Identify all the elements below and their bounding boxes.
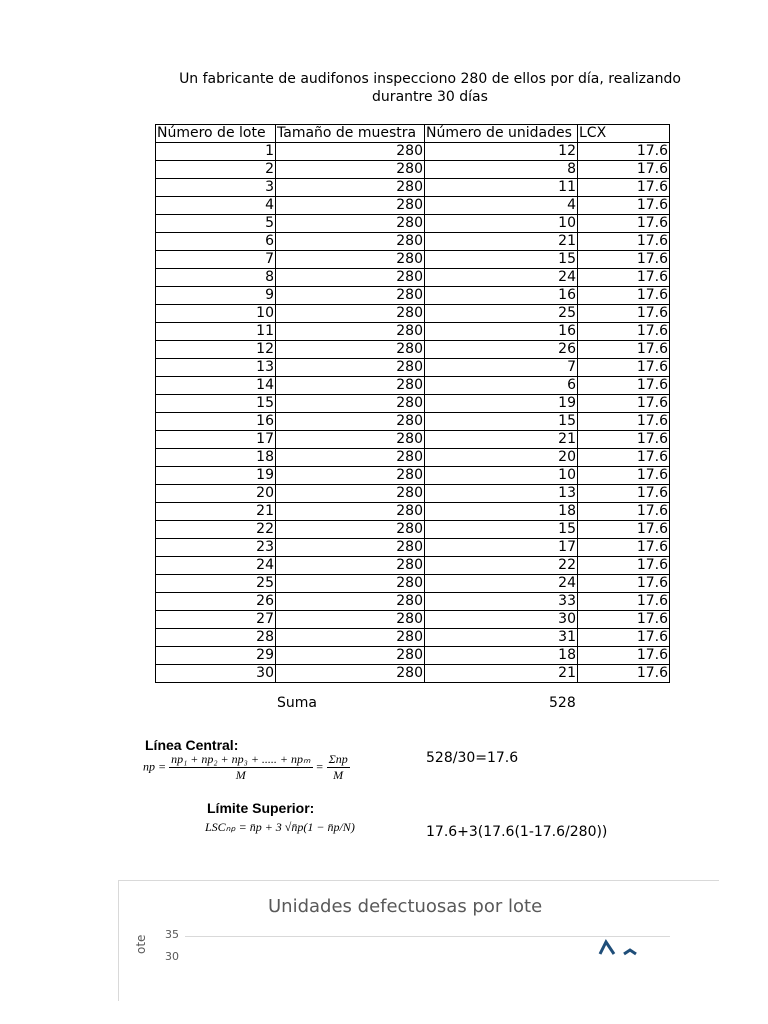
cell-lcx: 17.6	[578, 215, 670, 233]
table-row	[156, 485, 670, 503]
table-row	[156, 611, 670, 629]
cell-lote: 8	[156, 269, 276, 287]
cell-unidades: 16	[425, 287, 578, 305]
cell-lote: 24	[156, 557, 276, 575]
inspection-table	[155, 124, 670, 683]
cell-unidades: 31	[425, 629, 578, 647]
upper-calculation: 17.6+3(17.6(1-17.6/280))	[426, 824, 608, 840]
cell-unidades: 16	[425, 323, 578, 341]
y-tick-35: 35	[165, 928, 179, 941]
upper-root: √n̄p(1 − n̄p/N)	[284, 820, 355, 834]
series-line-fragment	[600, 942, 636, 954]
cell-lote: 3	[156, 179, 276, 197]
cell-lote: 5	[156, 215, 276, 233]
cell-muestra: 280	[276, 647, 425, 665]
chart-y-axis-label: ote	[134, 934, 148, 954]
cell-muestra: 280	[276, 233, 425, 251]
cell-lcx: 17.6	[578, 395, 670, 413]
cell-lcx: 17.6	[578, 413, 670, 431]
cell-muestra: 280	[276, 431, 425, 449]
header-unidades: Número de unidades	[425, 125, 578, 143]
central-line-formula	[143, 752, 350, 783]
chart-series-fragment	[590, 936, 650, 958]
cell-lote: 28	[156, 629, 276, 647]
cell-unidades: 21	[425, 665, 578, 683]
table-row	[156, 575, 670, 593]
table-row	[156, 413, 670, 431]
cell-lote: 19	[156, 467, 276, 485]
cell-lote: 13	[156, 359, 276, 377]
cell-unidades: 22	[425, 557, 578, 575]
cell-lcx: 17.6	[578, 449, 670, 467]
central-denominator-2: M	[333, 768, 344, 782]
cell-lcx: 17.6	[578, 287, 670, 305]
cell-lote: 16	[156, 413, 276, 431]
table-row	[156, 341, 670, 359]
cell-lcx: 17.6	[578, 467, 670, 485]
table-row	[156, 197, 670, 215]
cell-lcx: 17.6	[578, 593, 670, 611]
cell-muestra: 280	[276, 197, 425, 215]
cell-lcx: 17.6	[578, 143, 670, 161]
cell-muestra: 280	[276, 449, 425, 467]
cell-lcx: 17.6	[578, 557, 670, 575]
chart-title: Unidades defectuosas por lote	[268, 896, 543, 917]
table-row	[156, 215, 670, 233]
cell-unidades: 15	[425, 521, 578, 539]
cell-lote: 22	[156, 521, 276, 539]
cell-lcx: 17.6	[578, 233, 670, 251]
cell-lote: 15	[156, 395, 276, 413]
table-row	[156, 395, 670, 413]
cell-unidades: 26	[425, 341, 578, 359]
cell-muestra: 280	[276, 611, 425, 629]
header-lcx: LCX	[578, 125, 670, 143]
cell-lote: 23	[156, 539, 276, 557]
cell-muestra: 280	[276, 377, 425, 395]
cell-lcx: 17.6	[578, 431, 670, 449]
cell-lote: 18	[156, 449, 276, 467]
cell-muestra: 280	[276, 521, 425, 539]
cell-unidades: 4	[425, 197, 578, 215]
cell-unidades: 15	[425, 251, 578, 269]
table-row	[156, 449, 670, 467]
cell-lote: 10	[156, 305, 276, 323]
cell-muestra: 280	[276, 359, 425, 377]
cell-unidades: 24	[425, 269, 578, 287]
y-tick-30: 30	[165, 950, 179, 963]
table-row	[156, 665, 670, 683]
problem-line-2: durantre 30 días	[372, 89, 488, 105]
cell-muestra: 280	[276, 593, 425, 611]
cell-unidades: 15	[425, 413, 578, 431]
cell-lote: 2	[156, 161, 276, 179]
cell-lote: 27	[156, 611, 276, 629]
table-row	[156, 557, 670, 575]
cell-lcx: 17.6	[578, 647, 670, 665]
cell-lcx: 17.6	[578, 305, 670, 323]
cell-lote: 25	[156, 575, 276, 593]
cell-lote: 11	[156, 323, 276, 341]
cell-lcx: 17.6	[578, 161, 670, 179]
cell-muestra: 280	[276, 539, 425, 557]
central-denominator: M	[235, 768, 246, 782]
cell-unidades: 20	[425, 449, 578, 467]
cell-lote: 14	[156, 377, 276, 395]
central-equals: =	[315, 759, 324, 774]
cell-unidades: 13	[425, 485, 578, 503]
cell-lcx: 17.6	[578, 197, 670, 215]
cell-muestra: 280	[276, 161, 425, 179]
cell-lote: 29	[156, 647, 276, 665]
table-row	[156, 233, 670, 251]
cell-lcx: 17.6	[578, 341, 670, 359]
cell-muestra: 280	[276, 557, 425, 575]
table-header-row	[156, 125, 670, 143]
table-row	[156, 431, 670, 449]
cell-lcx: 17.6	[578, 251, 670, 269]
cell-muestra: 280	[276, 665, 425, 683]
table-row	[156, 179, 670, 197]
cell-muestra: 280	[276, 413, 425, 431]
cell-unidades: 6	[425, 377, 578, 395]
cell-lcx: 17.6	[578, 503, 670, 521]
cell-unidades: 24	[425, 575, 578, 593]
cell-unidades: 30	[425, 611, 578, 629]
cell-lcx: 17.6	[578, 377, 670, 395]
cell-muestra: 280	[276, 269, 425, 287]
cell-unidades: 10	[425, 215, 578, 233]
upper-limit-formula	[205, 820, 355, 835]
problem-line-1: Un fabricante de audifonos inspecciono 280 de ellos por día, realizando	[179, 71, 681, 87]
cell-lcx: 17.6	[578, 179, 670, 197]
cell-unidades: 18	[425, 503, 578, 521]
cell-muestra: 280	[276, 287, 425, 305]
cell-unidades: 25	[425, 305, 578, 323]
cell-lote: 12	[156, 341, 276, 359]
cell-unidades: 7	[425, 359, 578, 377]
table-row	[156, 305, 670, 323]
table-row	[156, 593, 670, 611]
cell-lcx: 17.6	[578, 521, 670, 539]
cell-lote: 17	[156, 431, 276, 449]
table-row	[156, 629, 670, 647]
cell-unidades: 21	[425, 233, 578, 251]
problem-statement	[150, 70, 710, 106]
cell-unidades: 10	[425, 467, 578, 485]
table-row	[156, 323, 670, 341]
cell-lcx: 17.6	[578, 575, 670, 593]
cell-lcx: 17.6	[578, 269, 670, 287]
table-row	[156, 647, 670, 665]
table-row	[156, 251, 670, 269]
cell-lcx: 17.6	[578, 485, 670, 503]
cell-muestra: 280	[276, 323, 425, 341]
central-fraction-2	[327, 752, 350, 783]
central-lhs: np =	[143, 759, 167, 774]
cell-lote: 20	[156, 485, 276, 503]
cell-unidades: 33	[425, 593, 578, 611]
table-row	[156, 143, 670, 161]
cell-muestra: 280	[276, 215, 425, 233]
sum-value: 528	[549, 695, 576, 711]
cell-unidades: 18	[425, 647, 578, 665]
cell-muestra: 280	[276, 485, 425, 503]
central-numerator-2: Σnp	[328, 752, 348, 766]
central-fraction-1	[169, 752, 312, 783]
cell-lcx: 17.6	[578, 611, 670, 629]
cell-unidades: 8	[425, 161, 578, 179]
cell-lote: 21	[156, 503, 276, 521]
cell-lote: 7	[156, 251, 276, 269]
cell-lcx: 17.6	[578, 665, 670, 683]
cell-lote: 4	[156, 197, 276, 215]
cell-lote: 1	[156, 143, 276, 161]
table-row	[156, 503, 670, 521]
table-row	[156, 287, 670, 305]
table-row	[156, 359, 670, 377]
table-row	[156, 161, 670, 179]
header-muestra: Tamaño de muestra	[276, 125, 425, 143]
cell-muestra: 280	[276, 575, 425, 593]
cell-unidades: 11	[425, 179, 578, 197]
cell-unidades: 12	[425, 143, 578, 161]
cell-muestra: 280	[276, 143, 425, 161]
cell-muestra: 280	[276, 503, 425, 521]
cell-unidades: 19	[425, 395, 578, 413]
sum-label: Suma	[277, 695, 317, 711]
cell-muestra: 280	[276, 251, 425, 269]
cell-lote: 9	[156, 287, 276, 305]
upper-limit-title: Límite Superior:	[207, 800, 315, 816]
cell-unidades: 21	[425, 431, 578, 449]
cell-lcx: 17.6	[578, 629, 670, 647]
table-row	[156, 539, 670, 557]
cell-muestra: 280	[276, 395, 425, 413]
cell-muestra: 280	[276, 341, 425, 359]
cell-muestra: 280	[276, 179, 425, 197]
table-row	[156, 521, 670, 539]
central-numerator: np₁ + np₂ + np₃ + ..... + npₘ	[171, 752, 311, 766]
cell-lcx: 17.6	[578, 539, 670, 557]
cell-lote: 6	[156, 233, 276, 251]
cell-lote: 26	[156, 593, 276, 611]
table-row	[156, 377, 670, 395]
table-row	[156, 467, 670, 485]
upper-lhs: LSCₙₚ = n̄p + 3	[205, 820, 282, 834]
cell-muestra: 280	[276, 629, 425, 647]
cell-lcx: 17.6	[578, 359, 670, 377]
cell-muestra: 280	[276, 305, 425, 323]
cell-muestra: 280	[276, 467, 425, 485]
cell-lote: 30	[156, 665, 276, 683]
cell-lcx: 17.6	[578, 323, 670, 341]
table-row	[156, 269, 670, 287]
central-calculation: 528/30=17.6	[426, 750, 519, 766]
table-body	[156, 143, 670, 683]
central-line-title: Línea Central:	[145, 737, 239, 753]
header-lote: Número de lote	[156, 125, 276, 143]
cell-unidades: 17	[425, 539, 578, 557]
